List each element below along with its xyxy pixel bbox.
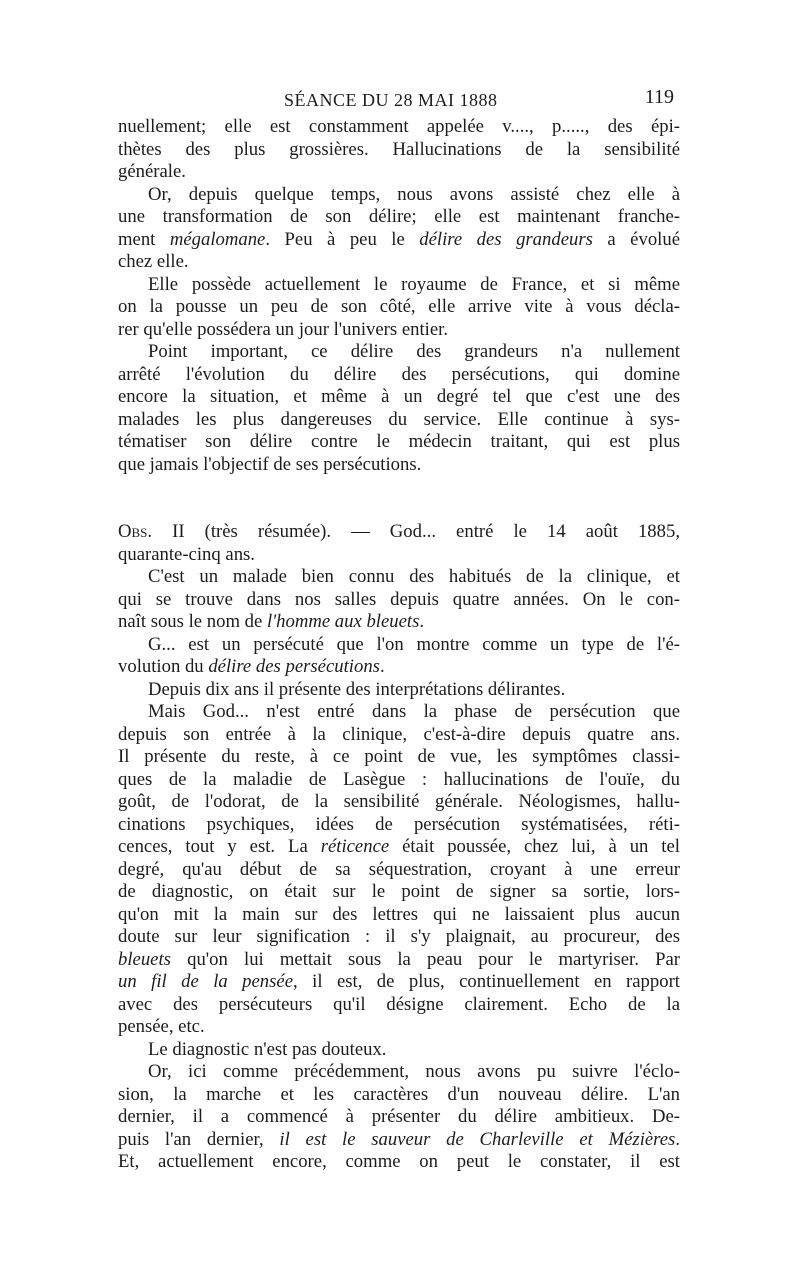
text-run: naît sous le nom de [118,611,267,632]
text-line: de diagnostic, on était sur le point de signer sa sortie, lors- [118,881,680,902]
text-run: cences, tout y est. La [118,836,321,857]
text-line: Le diagnostic n'est pas douteux. [148,1038,387,1060]
text-line: qui se trouve dans nos salles depuis quatre années. On le con- [118,588,680,610]
text-line: nuellement; elle est constamment appelée v...., p....., des épi- [118,116,680,137]
emphasis-text: mégalomane [169,228,266,250]
text-line: Depuis dix ans il présente des interprétations délirantes. [148,678,566,700]
text-run: ment [118,228,170,250]
text-line: Il présente du reste, à ce point de vue, les symptômes classi- [118,746,680,767]
text-run: qu'on lui mettait sous la peau pour le martyriser. Par [170,948,680,970]
text-line: Et, actuellement encore, comme on peut le constater, il est [118,1151,680,1172]
text-line: quarante-cinq ans. [118,543,255,565]
text-run: . [379,656,385,677]
obs-label: Obs. [118,521,153,542]
text-line: chez elle. [118,251,189,272]
text-line: sion, la marche et les caractères d'un nouveau délire. L'an [118,1083,680,1105]
text-line: cinations psychiques, idées de persécution systématisées, réti- [118,813,680,835]
text-line: Or, depuis quelque temps, nous avons assisté chez elle à [148,183,680,205]
text-line: que jamais l'objectif de ses persécutions. [118,453,422,475]
text-line [118,656,680,679]
text-line: qu'on mit la main sur des lettres qui ne laissaient plus aucun [118,903,680,925]
text-line: ques de la maladie de Lasègue : hallucinations de l'ouïe, du [118,768,680,790]
text-line: on la pousse un peu de son côté, elle arrive vite à vous décla- [118,296,680,317]
text-line: pensée, etc. [118,1016,205,1037]
text-line [118,611,680,634]
text-line: Elle possède actuellement le royaume de France, et si même [148,273,680,295]
text-run: a évolué [592,228,680,250]
emphasis-text: bleuets [118,948,171,970]
text-line: malades les plus dangereuses du service. Elle continue à sys- [118,408,680,430]
text-line: encore la situation, et même à un degré tel que c'est une des [118,386,680,407]
text-line: arrêté l'évolution du délire des persécutions, qui domine [118,363,680,385]
text-line: thètes des plus grossières. Hallucinations de la sensibilité [118,138,680,160]
text-line: avec des persécuteurs qu'il désigne clairement. Echo de la [118,993,680,1015]
text-line: C'est un malade bien connu des habitués de la clinique, et [148,566,680,587]
page-number: 119 [644,86,674,108]
text-line: Or, ici comme précédemment, nous avons pu suivre l'éclo- [148,1061,680,1082]
text-line [118,1129,680,1152]
observation-heading [118,521,680,544]
running-head [118,86,680,116]
text-line: générale. [118,161,186,182]
text-line [118,229,680,252]
text-line: Mais God... n'est entré dans la phase de persécution que [148,701,680,722]
emphasis-text: délire des grandeurs [419,228,593,250]
text-run: volution du [118,656,209,677]
emphasis-text: il est le sauveur de Charleville et Mézières [279,1128,676,1150]
text-line: doute sur leur signification : il s'y plaignait, au procureur, des [118,926,680,947]
text-line: G... est un persécuté que l'on montre comme un type de l'é- [148,633,680,655]
text-line: Point important, ce délire des grandeurs n'a nullement [148,341,680,362]
text-run: . [675,1128,681,1150]
section-gap [118,476,680,521]
text-line: goût, de l'odorat, de la sensibilité générale. Néologismes, hallu- [118,791,680,812]
text-run: II (très résumée). — God... entré le 14 août 1885, [152,521,680,542]
text-line [118,949,680,972]
text-run: était poussée, chez lui, à un tel [389,836,680,857]
emphasis-text: l'homme aux bleuets [266,611,420,632]
text-line: une transformation de son délire; elle est maintenant franche- [118,206,680,227]
text-line [118,971,680,994]
book-page [118,86,680,1186]
text-line: rer qu'elle possédera un jour l'univers entier. [118,318,449,340]
text-line: dernier, il a commencé à présenter du délire ambitieux. De- [118,1106,680,1127]
text-line: tématiser son délire contre le médecin traitant, qui est plus [118,431,680,452]
body-text [118,116,680,1174]
text-line [118,836,680,859]
text-line: depuis son entrée à la clinique, c'est-à-dire depuis quatre ans. [118,723,680,745]
emphasis-text: délire des persécutions [208,656,380,677]
text-run: , il est, de plus, continuellement en rapport [293,971,680,992]
text-run: . [419,611,425,632]
text-run: puis l'an dernier, [118,1128,280,1150]
emphasis-text: un fil de la pensée [118,971,294,992]
text-run: . Peu à peu le [265,228,420,250]
running-title: SÉANCE DU 28 MAI 1888 [284,90,498,110]
text-line: degré, qu'au début de sa séquestration, croyant à une erreur [118,858,680,880]
emphasis-text: réticence [320,836,390,857]
